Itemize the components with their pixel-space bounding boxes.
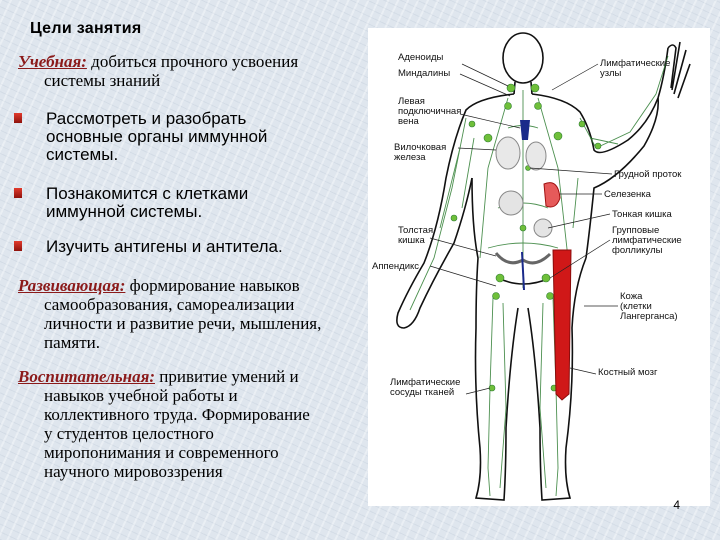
goal-developmental-text-first: формирование навыков xyxy=(125,276,300,295)
label-thymus: Вилочковая железа xyxy=(394,142,447,163)
bullet-item-2 xyxy=(26,185,376,221)
bullet-text: Познакомится с клетками иммунной системы. xyxy=(46,184,249,221)
label-left-subclavian-vein: Левая подключичная вена xyxy=(398,96,462,127)
label-tonsils: Миндалины xyxy=(398,68,451,79)
lymphatic-system-diagram xyxy=(368,28,710,506)
label-lymph-vessels: Лимфатические сосуды тканей xyxy=(390,377,461,398)
label-bone-marrow: Костный мозг xyxy=(598,367,658,378)
organ-icon xyxy=(499,191,523,215)
goal-developmental-label: Развивающая: xyxy=(18,276,126,295)
label-skin: Кожа (клетки Лангерганса) xyxy=(620,291,678,322)
label-large-intestine: Толстая кишка xyxy=(398,225,434,246)
bullet-item-1 xyxy=(26,110,376,164)
goal-upbringing-label: Воспитательная: xyxy=(18,367,155,386)
goal-upbringing xyxy=(18,367,368,481)
label-spleen: Селезенка xyxy=(604,189,651,200)
goal-educational xyxy=(18,52,363,90)
bullet-text: Изучить антигены и антитела. xyxy=(46,237,283,256)
label-small-intestine: Тонкая кишка xyxy=(612,209,672,220)
label-appendix: Аппендикс xyxy=(372,261,420,272)
goal-upbringing-text-first: привитие умений и xyxy=(155,367,299,386)
goal-educational-text-rest: системы знаний xyxy=(44,71,161,90)
bone-marrow-icon xyxy=(553,250,571,400)
bullet-text: Рассмотреть и разобрать основные органы иммунной системы. xyxy=(46,109,268,164)
bullet-square-icon xyxy=(14,241,22,251)
label-lymph-nodes: Лимфатические узлы xyxy=(600,58,671,79)
thymus-icon xyxy=(496,137,520,169)
label-peyer-patches: Групповые лимфатические фолликулы xyxy=(612,225,682,256)
label-thoracic-duct: Грудной проток xyxy=(614,169,682,180)
slide-title: Цели занятия xyxy=(30,20,142,37)
goal-educational-text-first: добиться прочного усвоения xyxy=(86,52,299,71)
bullet-square-icon xyxy=(14,188,22,198)
page-number: 4 xyxy=(673,498,680,512)
spleen-icon xyxy=(544,183,560,207)
goal-educational-label: Учебная: xyxy=(18,52,87,71)
bullet-square-icon xyxy=(14,113,22,123)
goal-developmental-text-rest: самообразования, самореализации личности и развитие речи, мышления, памяти. xyxy=(44,295,322,352)
goal-developmental xyxy=(18,276,368,352)
goal-upbringing-text-rest: навыков учебной работы и коллективного труда. Формирование у студентов целостного миропонимания и современного научного мировоззрения xyxy=(44,386,310,481)
bullet-item-3 xyxy=(26,238,376,256)
lung-icon xyxy=(526,142,546,170)
label-adenoids: Аденоиды xyxy=(398,52,444,63)
subclavian-vein-icon xyxy=(520,120,530,140)
